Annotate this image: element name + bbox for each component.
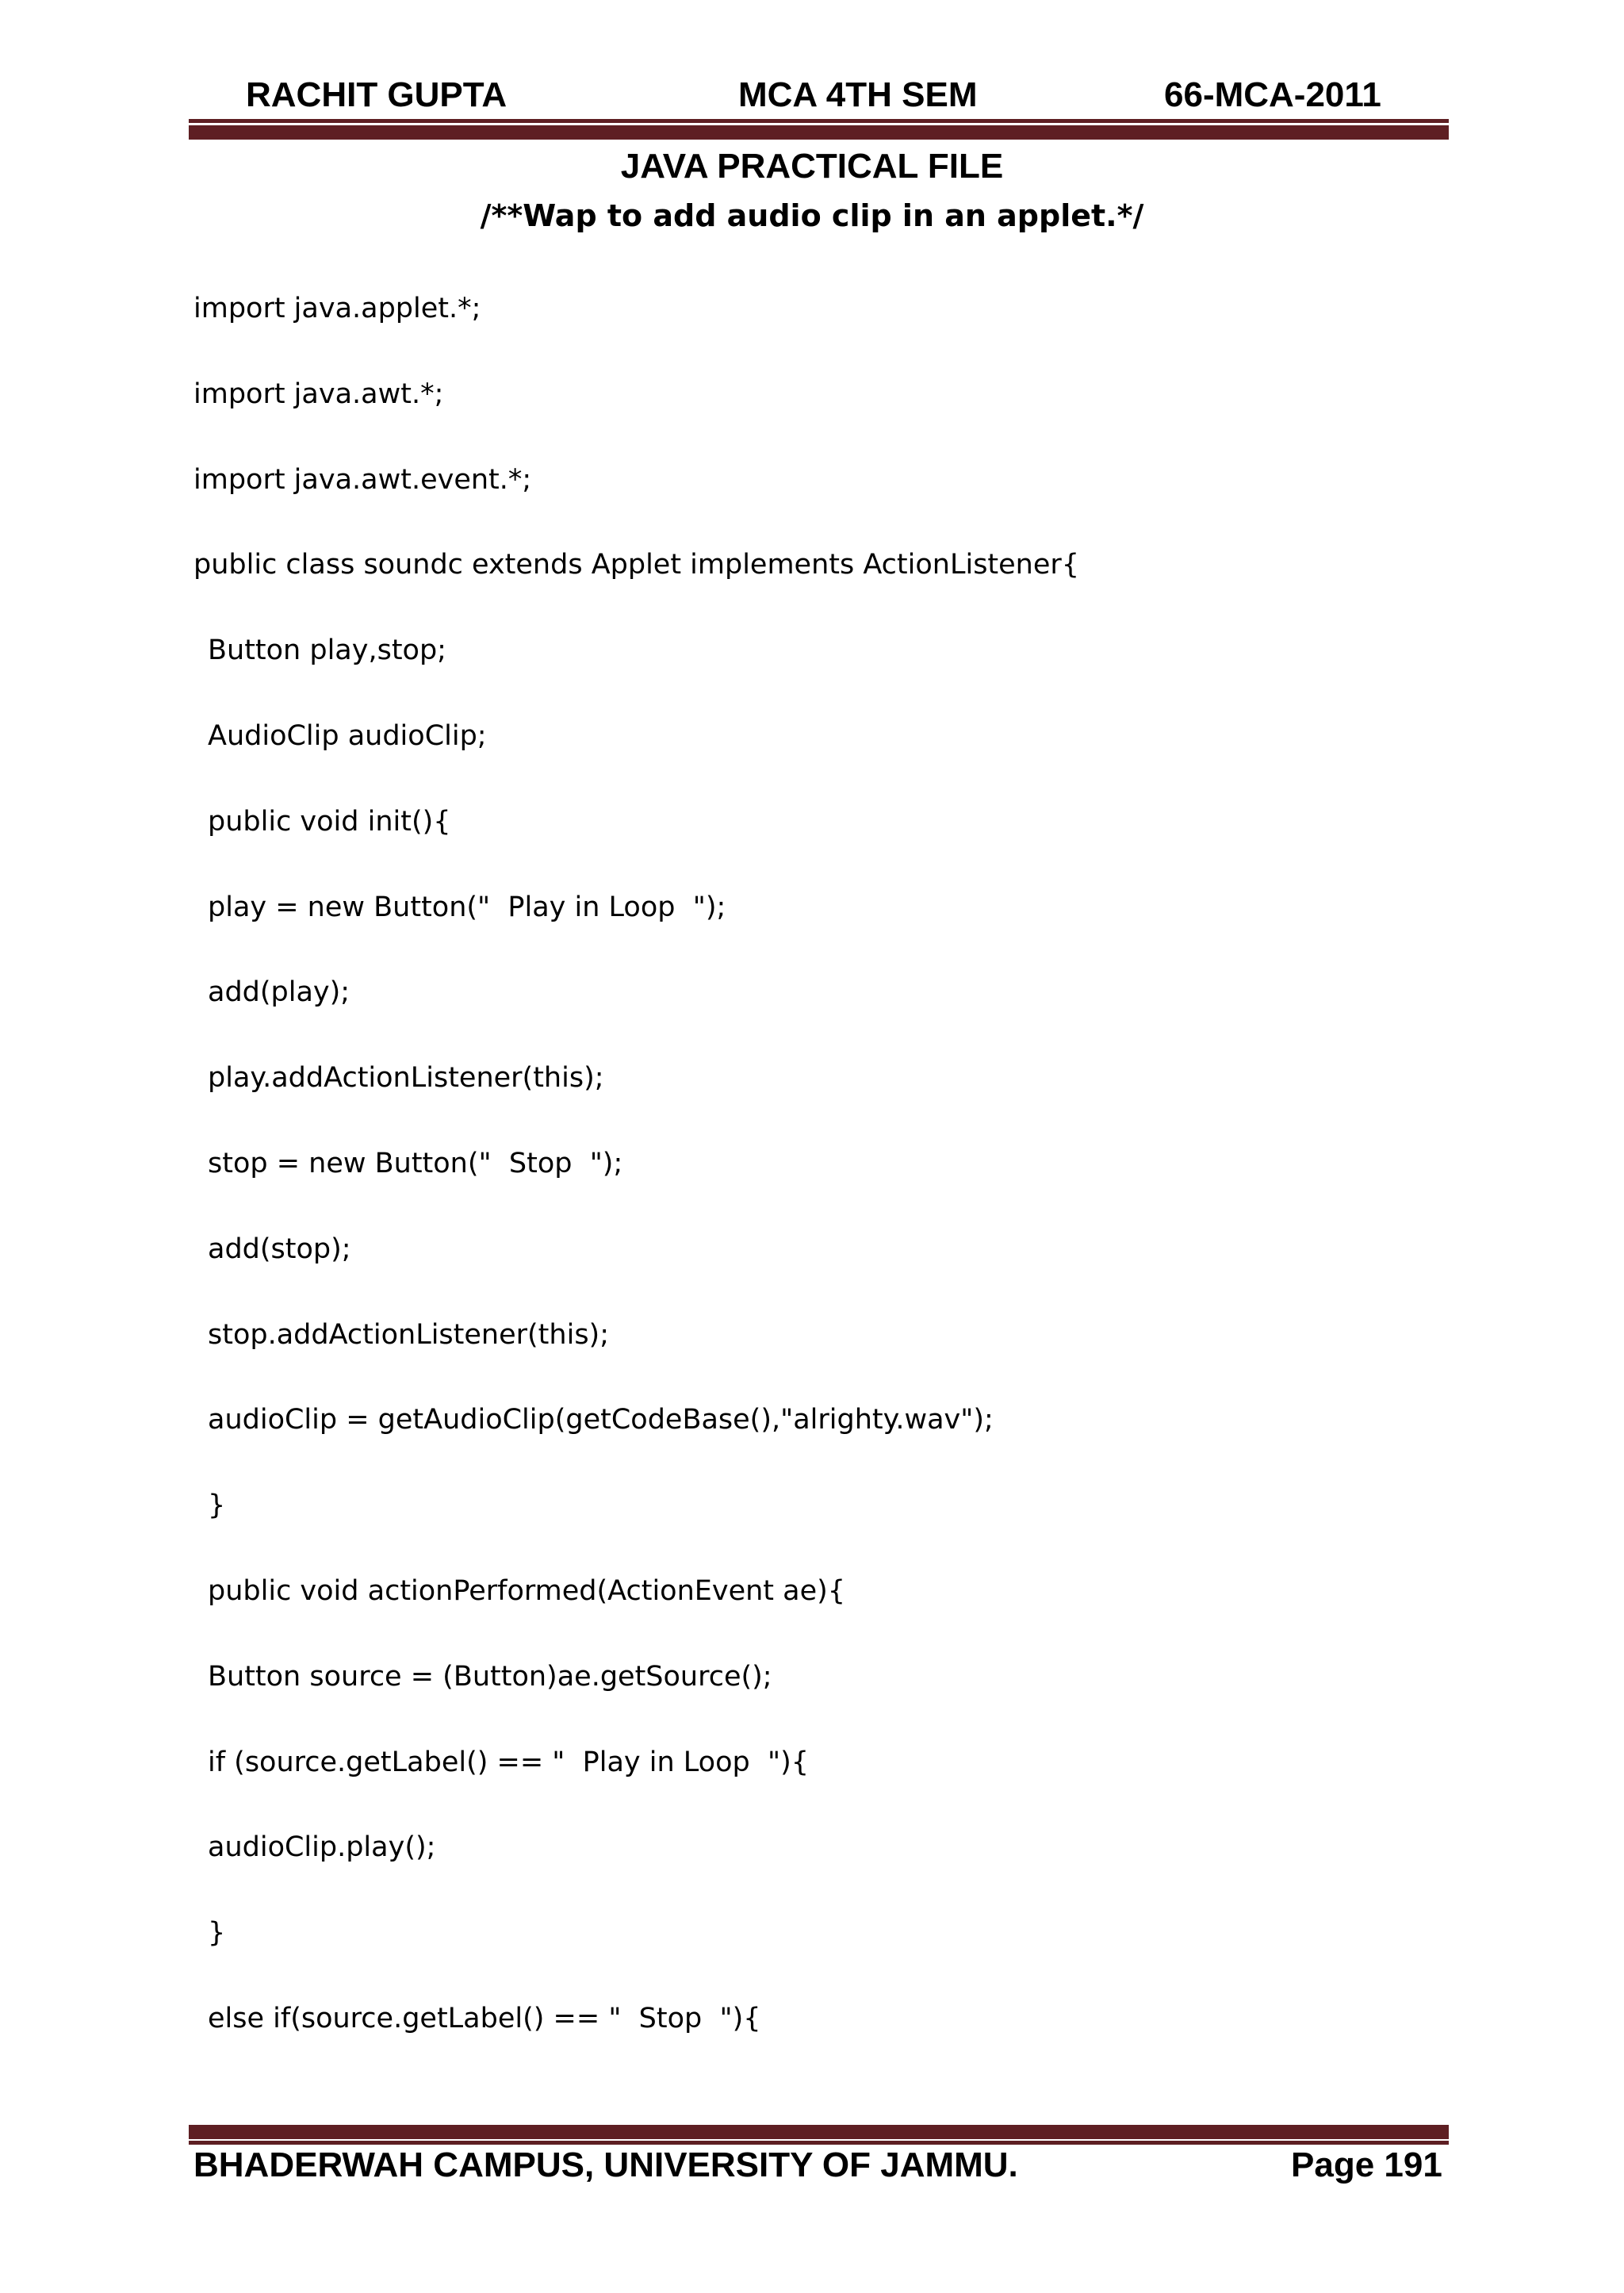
code-line: play = new Button(" Play in Loop "); xyxy=(208,892,726,923)
code-line: import java.applet.*; xyxy=(193,293,481,324)
code-line: AudioClip audioClip; xyxy=(208,720,487,752)
code-line: } xyxy=(208,1490,226,1521)
code-line: else if(source.getLabel() == " Stop "){ xyxy=(208,2003,761,2034)
code-line: import java.awt.event.*; xyxy=(193,464,532,496)
code-line: public void init(){ xyxy=(208,806,451,838)
institution-name: BHADERWAH CAMPUS, UNIVERSITY OF JAMMU. xyxy=(193,2145,1018,2184)
page-title: JAVA PRACTICAL FILE xyxy=(620,147,1004,186)
author-name: RACHIT GUPTA xyxy=(246,75,508,114)
code-line: add(stop); xyxy=(208,1233,351,1265)
code-line: public void actionPerformed(ActionEvent ae){ xyxy=(208,1575,846,1607)
roll-number: 66-MCA-2011 xyxy=(1164,75,1381,114)
header-rule-thick xyxy=(189,125,1449,140)
page-number: Page 191 xyxy=(1291,2145,1442,2184)
code-line: import java.awt.*; xyxy=(193,378,444,410)
header-rule-thin xyxy=(189,119,1449,123)
code-line: audioClip = getAudioClip(getCodeBase(),"alrighty.wav"); xyxy=(208,1404,994,1436)
code-line: Button play,stop; xyxy=(208,635,446,666)
code-line: } xyxy=(208,1917,226,1949)
page-header xyxy=(0,71,1624,119)
code-line: stop.addActionListener(this); xyxy=(208,1319,609,1351)
footer-rule-thick xyxy=(189,2125,1449,2139)
code-line: Button source = (Button)ae.getSource(); xyxy=(208,1661,772,1693)
semester-label: MCA 4TH SEM xyxy=(738,75,978,114)
code-line: if (source.getLabel() == " Play in Loop "){ xyxy=(208,1747,809,1778)
code-line: public class soundc extends Applet implements ActionListener{ xyxy=(193,549,1080,581)
code-line: audioClip.play(); xyxy=(208,1831,436,1863)
program-description: /**Wap to add audio clip in an applet.*/ xyxy=(480,198,1144,233)
code-line: play.addActionListener(this); xyxy=(208,1062,604,1094)
code-line: stop = new Button(" Stop "); xyxy=(208,1148,623,1179)
code-line: add(play); xyxy=(208,976,350,1008)
